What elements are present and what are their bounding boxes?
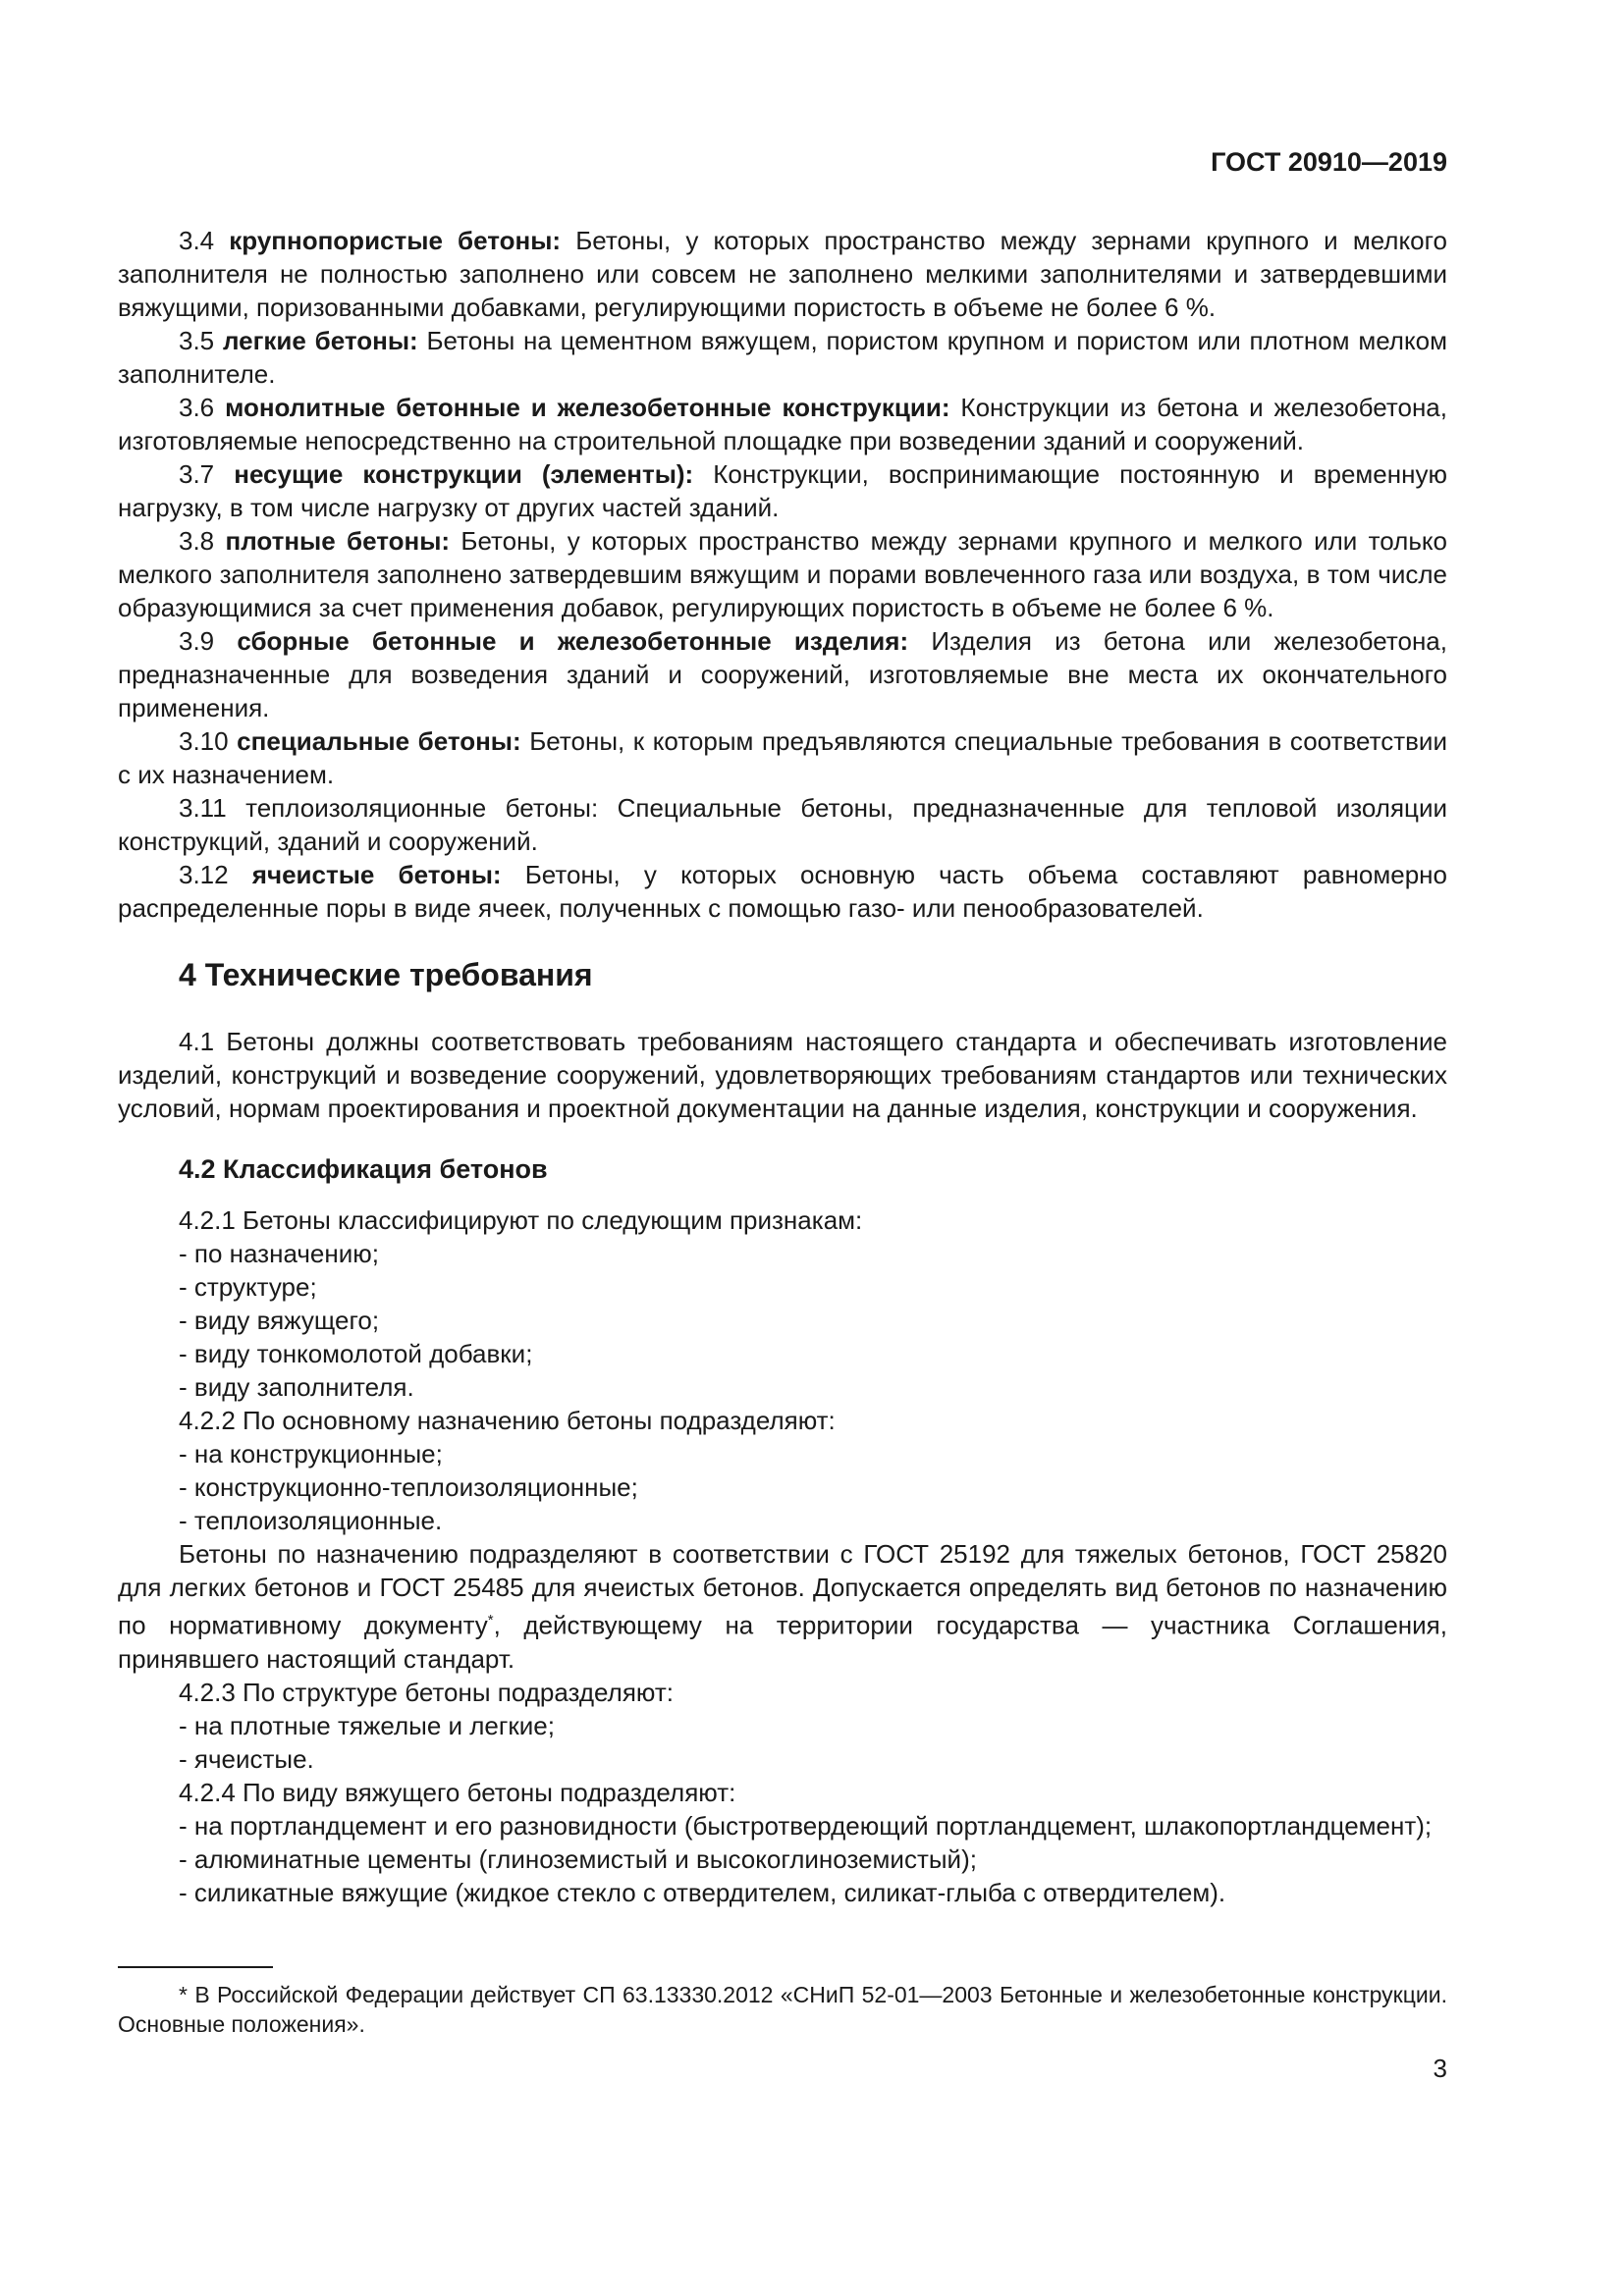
list-item: - структуре; xyxy=(179,1272,317,1302)
page-number: 3 xyxy=(1433,2054,1447,2083)
definition-3-10: 3.10 специальные бетоны: Бетоны, к которым предъявляются специальные требования в соответствии с их назначением. xyxy=(118,726,1447,789)
definition-3-6: 3.6 монолитные бетонные и железобетонные конструкции: Конструкции из бетона и железобетона, изготовляемые непосредственно на строительной площадке при возведении зданий и сооружений. xyxy=(118,393,1447,455)
document-page xyxy=(118,0,1447,2296)
list-item: - виду вяжущего; xyxy=(179,1306,380,1335)
paragraph-4-2-4: 4.2.4 По виду вяжущего бетоны подразделяют: xyxy=(179,1777,736,1807)
list-item: - на конструкционные; xyxy=(179,1439,443,1468)
section-4-heading: 4 Технические требования xyxy=(179,957,593,992)
definition-3-8: 3.8 плотные бетоны: Бетоны, у которых пространство между зернами крупного и мелкого или только мелкого заполнителя заполнено затвердевшим вяжущим и порами вовлеченного газа или воздуха, в том числе образующимися за счет применения добавок, регулирующих пористость в объеме не более 6 %. xyxy=(118,526,1447,622)
list-item: - силикатные вяжущие (жидкое стекло с отвердителем, силикат-глыба с отвердителем). xyxy=(179,1877,1226,1907)
definition-3-7: 3.7 несущие конструкции (элементы): Конструкции, воспринимающие постоянную и временную нагрузку, в том числе нагрузку от других частей зданий. xyxy=(118,459,1447,522)
paragraph-4-2-2: 4.2.2 По основному назначению бетоны подразделяют: xyxy=(179,1406,836,1435)
definition-3-5: 3.5 легкие бетоны: Бетоны на цементном вяжущем, пористом крупном и пористом или плотном мелком заполнителе. xyxy=(118,326,1447,389)
paragraph-4-2-3: 4.2.3 По структуре бетоны подразделяют: xyxy=(179,1677,674,1707)
list-item: - виду заполнителя. xyxy=(179,1372,414,1402)
list-item: - на плотные тяжелые и легкие; xyxy=(179,1710,555,1740)
list-item: - теплоизоляционные. xyxy=(179,1506,443,1535)
footnote: * В Российской Федерации действует СП 63.13330.2012 «СНиП 52-01—2003 Бетонные и железобетонные конструкции. Основные положения». xyxy=(118,1982,1447,2037)
list-item: - по назначению; xyxy=(179,1239,379,1268)
definition-3-11: 3.11 теплоизоляционные бетоны: Специальные бетоны, предназначенные для тепловой изоляции конструкций, зданий и сооружений. xyxy=(118,793,1447,856)
paragraph-4-1: 4.1 Бетоны должны соответствовать требованиям настоящего стандарта и обеспечивать изготовление изделий, конструкций и возведение сооружений, удовлетворяющих требованиям стандартов или технических условий, нормам проектирования и проектной документации на данные изделия, конструкции и сооружения. xyxy=(118,1027,1447,1123)
paragraph-4-2-1: 4.2.1 Бетоны классифицируют по следующим признакам: xyxy=(179,1205,863,1235)
list-item: - на портландцемент и его разновидности (быстротвердеющий портландцемент, шлакопортландцемент); xyxy=(179,1810,1433,1841)
list-item: - алюминатные цементы (глиноземистый и высокоглиноземистый); xyxy=(179,1843,977,1874)
definition-3-9: 3.9 сборные бетонные и железобетонные изделия: Изделия из бетона или железобетона, предназначенные для возведения зданий и сооружений, изготовляемые вне места их окончательного применения. xyxy=(118,626,1447,722)
list-item: - виду тонкомолотой добавки; xyxy=(179,1339,533,1368)
document-body xyxy=(118,224,1447,1909)
footnote-divider xyxy=(118,1966,273,1968)
subsection-4-2-heading: 4.2 Классификация бетонов xyxy=(179,1154,548,1184)
definition-3-4: 3.4 крупнопористые бетоны: Бетоны, у которых пространство между зернами крупного и мелкого заполнителя не полностью заполнено или совсем не заполнено мелкими заполнителями и затвердевшими вяжущими, поризованными добавками, регулирующими пористость в объеме не более 6 %. xyxy=(118,226,1447,322)
list-item: - ячеистые. xyxy=(179,1743,314,1774)
paragraph-4-2-2-purpose: Бетоны по назначению подразделяют в соответствии с ГОСТ 25192 для тяжелых бетонов, ГОСТ 25820 для легких бетонов и ГОСТ 25485 для ячеистых бетонов. Допускается определять вид бетонов по назначению по нормативному документу*, действующему на территории государства — участника Соглашения, принявшего настоящий стандарт. xyxy=(118,1539,1447,1674)
definition-3-12: 3.12 ячеистые бетоны: Бетоны, у которых основную часть объема составляют равномерно распределенные поры в виде ячеек, полученных с помощью газо- или пенообразователей. xyxy=(118,860,1447,923)
document-code-header: ГОСТ 20910—2019 xyxy=(1211,147,1447,177)
footnote-marker: * xyxy=(487,1612,494,1629)
list-item: - конструкционно-теплоизоляционные; xyxy=(179,1472,638,1502)
